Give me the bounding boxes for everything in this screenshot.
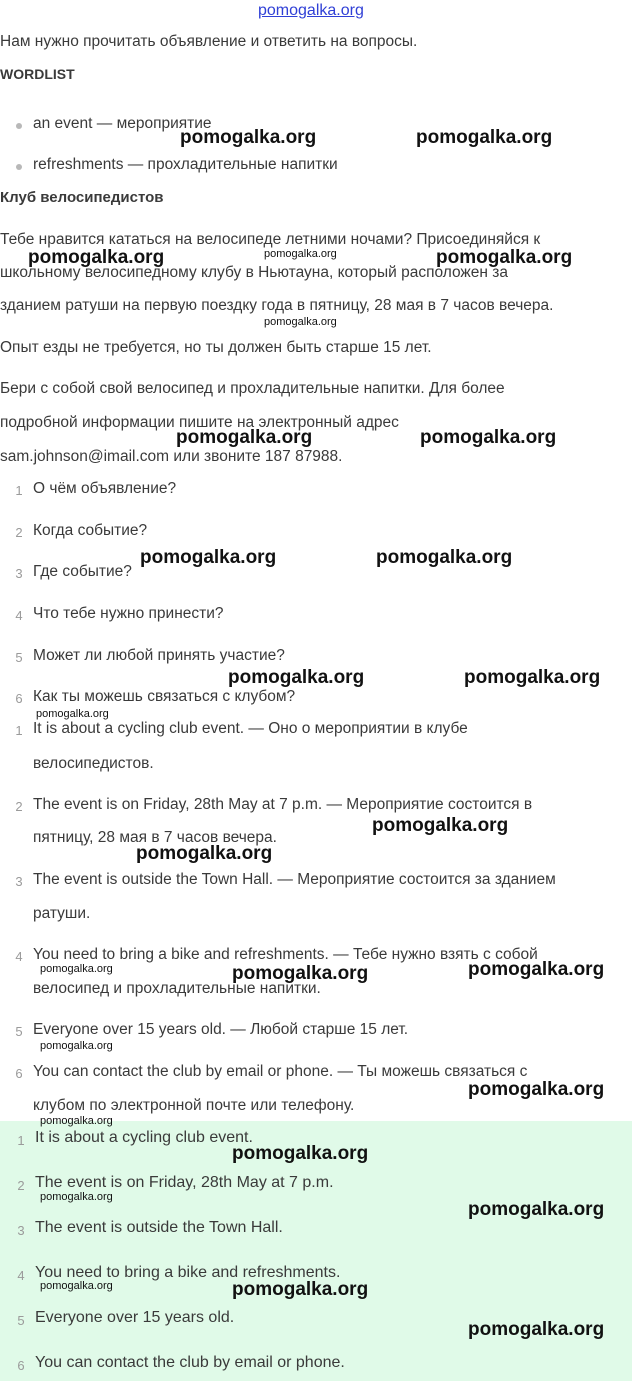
watermark: pomogalka.org [40, 1191, 113, 1203]
final-answer-number: 3 [17, 1223, 25, 1238]
answer-number: 3 [15, 874, 23, 889]
wordlist-title: WORDLIST [0, 66, 75, 82]
answer-line: You can contact the club by email or phone. — Ты можешь связаться с [33, 1063, 528, 1080]
watermark: pomogalka.org [28, 247, 165, 268]
watermark: pomogalka.org [40, 963, 113, 975]
question-number: 1 [15, 483, 23, 498]
answer-line: It is about a cycling club event. — Оно о мероприятии в клубе [33, 720, 468, 737]
watermark: pomogalka.org [420, 427, 557, 448]
final-answer-number: 5 [17, 1313, 25, 1328]
bullet-icon [16, 123, 22, 129]
watermark: pomogalka.org [232, 963, 369, 984]
wordlist-item: an event — мероприятие [33, 115, 212, 132]
watermark: pomogalka.org [416, 127, 553, 148]
question-number: 2 [15, 525, 23, 540]
final-answer-text: You can contact the club by email or phone. [35, 1354, 345, 1371]
watermark: pomogalka.org [264, 248, 337, 260]
final-answer-text: The event is on Friday, 28th May at 7 p.m. [35, 1174, 334, 1191]
watermark: pomogalka.org [468, 959, 605, 980]
answer-line: The event is outside the Town Hall. — Мероприятие состоится за зданием [33, 871, 556, 888]
watermark: pomogalka.org [136, 843, 273, 864]
wordlist-item: refreshments — прохладительные напитки [33, 156, 338, 173]
watermark: pomogalka.org [264, 316, 337, 328]
ad-title: Клуб велосипедистов [0, 189, 164, 206]
watermark: pomogalka.org [468, 1199, 605, 1220]
final-answer-number: 6 [17, 1358, 25, 1373]
site-header-link[interactable]: pomogalka.org [258, 2, 364, 19]
ad-line: Опыт езды не требуется, но ты должен быть старше 15 лет. [0, 339, 432, 356]
watermark: pomogalka.org [376, 547, 513, 568]
final-answer-number: 2 [17, 1178, 25, 1193]
question-number: 6 [15, 691, 23, 706]
final-answer-text: Everyone over 15 years old. [35, 1309, 235, 1326]
answer-number: 5 [15, 1024, 23, 1039]
answer-line: велосипед и прохладительные напитки. [33, 980, 321, 997]
bullet-icon [16, 164, 22, 170]
answer-line: клубом по электронной почте или телефону. [33, 1097, 355, 1114]
answer-number: 2 [15, 799, 23, 814]
final-answer-number: 1 [17, 1133, 25, 1148]
watermark: pomogalka.org [40, 1040, 113, 1052]
question-number: 5 [15, 650, 23, 665]
watermark: pomogalka.org [40, 1280, 113, 1292]
answer-line: You need to bring a bike and refreshments. — Тебе нужно взять с собой [33, 946, 538, 963]
ad-line: Бери с собой свой велосипед и прохладительные напитки. Для более [0, 380, 505, 397]
watermark: pomogalka.org [40, 1115, 113, 1127]
watermark: pomogalka.org [232, 1279, 369, 1300]
question-number: 4 [15, 608, 23, 623]
answer-line: The event is on Friday, 28th May at 7 p.m. — Мероприятие состоится в [33, 796, 533, 813]
ad-line: зданием ратуши на первую поездку года в пятницу, 28 мая в 7 часов вечера. [0, 297, 554, 314]
ad-line: sam.johnson@imail.com или звоните 187 87988. [0, 448, 343, 465]
watermark: pomogalka.org [468, 1319, 605, 1340]
question-text: Может ли любой принять участие? [33, 647, 285, 664]
question-text: Где событие? [33, 563, 132, 580]
watermark: pomogalka.org [232, 1143, 369, 1164]
watermark: pomogalka.org [436, 247, 573, 268]
question-text: О чём объявление? [33, 480, 177, 497]
intro-text: Нам нужно прочитать объявление и ответить на вопросы. [0, 33, 418, 50]
answer-number: 1 [15, 723, 23, 738]
final-answer-text: You need to bring a bike and refreshments. [35, 1264, 341, 1281]
question-text: Когда событие? [33, 522, 148, 539]
answer-line: велосипедистов. [33, 755, 154, 772]
final-answer-text: It is about a cycling club event. [35, 1129, 253, 1146]
final-answer-text: The event is outside the Town Hall. [35, 1219, 283, 1236]
answer-line: Everyone over 15 years old. — Любой старше 15 лет. [33, 1021, 409, 1038]
watermark: pomogalka.org [372, 815, 509, 836]
answer-line: пятницу, 28 мая в 7 часов вечера. [33, 829, 277, 846]
ad-line: школьному велосипедному клубу в Ньютауна, который расположен за [0, 264, 508, 281]
question-number: 3 [15, 566, 23, 581]
watermark: pomogalka.org [180, 127, 317, 148]
watermark: pomogalka.org [468, 1079, 605, 1100]
answer-number: 4 [15, 949, 23, 964]
question-text: Что тебе нужно принести? [33, 605, 224, 622]
watermark: pomogalka.org [140, 547, 277, 568]
ad-line: Тебе нравится кататься на велосипеде летними ночами? Присоединяйся к [0, 231, 541, 248]
watermark: pomogalka.org [176, 427, 313, 448]
question-text: Как ты можешь связаться с клубом? [33, 688, 296, 705]
watermark: pomogalka.org [228, 667, 365, 688]
final-answer-number: 4 [17, 1268, 25, 1283]
watermark: pomogalka.org [36, 708, 109, 720]
answer-line: ратуши. [33, 905, 91, 922]
watermark: pomogalka.org [464, 667, 601, 688]
ad-line: подробной информации пишите на электронный адрес [0, 414, 399, 431]
answer-number: 6 [15, 1066, 23, 1081]
